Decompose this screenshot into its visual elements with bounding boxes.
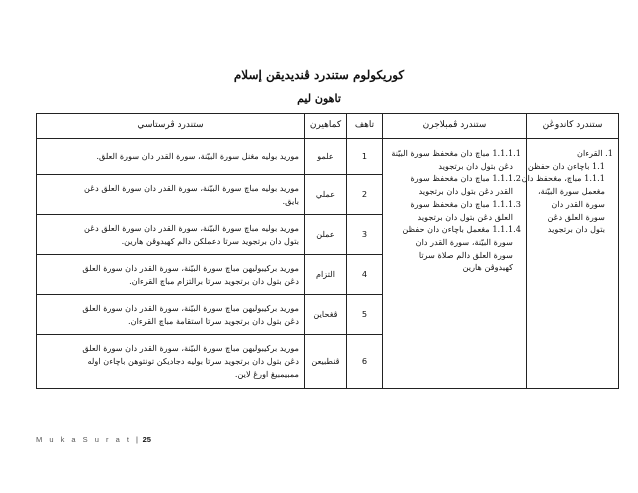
document-subtitle: تاهون ليم: [297, 92, 341, 105]
descriptor-line: موريد بوليه مڠنل سورة البيّنة، سورة القدر دان سورة العلق.: [96, 151, 299, 162]
footer-separator: |: [136, 435, 138, 444]
level-cell: 2: [347, 175, 383, 215]
skill-cell: التزام: [305, 255, 347, 295]
content-line: سورة القدر دان: [551, 198, 605, 209]
learning-line: سورة العلق دالم صلاة سرتا: [418, 249, 513, 260]
descriptor-line: ممبيمبيڠ اورڠ لاين.: [234, 368, 299, 379]
learning-line: العلق دڠن بتول دان برتجويد: [417, 211, 513, 222]
header-performance-standard: ستندرد ڤرستاسي: [37, 114, 305, 139]
descriptor-line: موريد بوليه مباچ سورة البيّنة، سورة القدر دان سورة العلق دڠن: [83, 182, 299, 193]
content-line: مڠعمل سورة البيّنة،: [538, 186, 605, 197]
descriptor-cell: [37, 215, 305, 255]
descriptor-line: موريد بركيبوليهن مباچ سورة البيّنة، سورة القدر دان سورة العلق: [82, 262, 299, 273]
learning-line: 1.1.1.1 مباچ دان مڠحفظ سورة البيّنة: [391, 148, 521, 158]
descriptor-line: دڠن بتول دان برتجويد سرتا استقامة مباچ القرءان.: [128, 315, 299, 326]
descriptor-line: بايق.: [282, 195, 299, 206]
standards-table: [36, 113, 619, 389]
header-learning-standard: ستندرد ڤمبلاجرن: [383, 114, 527, 139]
learning-line: القدر دڠن بتول دان برتجويد: [418, 186, 513, 197]
learning-line: 1.1.1.4 مڠعمل باچاءن دان حفظن: [402, 224, 521, 235]
level-cell: 4: [347, 255, 383, 295]
page-footer: [36, 435, 151, 444]
skill-cell: علمو: [305, 139, 347, 175]
level-cell: 1: [347, 139, 383, 175]
descriptor-line: موريد بركيبوليهن مباچ سورة البيّنة، سورة القدر دان سورة العلق: [82, 302, 299, 313]
skill-cell: ڤنطبيعن: [305, 335, 347, 389]
footer-label: M u k a S u r a t: [36, 435, 132, 444]
table-row: [37, 139, 619, 175]
descriptor-line: موريد بركيبوليهن مباچ سورة البيّنة، سورة القدر دان سورة العلق: [82, 343, 299, 354]
level-cell: 6: [347, 335, 383, 389]
content-line: 1.1 باچاءن دان حفظن: [527, 160, 605, 171]
descriptor-cell: [37, 335, 305, 389]
descriptor-cell: [37, 295, 305, 335]
level-cell: 3: [347, 215, 383, 255]
document-title: كوريكولوم ستندرد ڤنديديقن إسلام: [233, 68, 405, 82]
descriptor-cell: [37, 255, 305, 295]
header-level: تاهف: [347, 114, 383, 139]
descriptor-line: بتول دان برتجويد سرتا دعملكن دالم كهيدوڤن هارين.: [121, 235, 299, 246]
header-skill: كماهيرن: [305, 114, 347, 139]
skill-cell: عملي: [305, 175, 347, 215]
content-line: 1. القرءان: [577, 148, 613, 158]
learning-line: كهيدوڤن هارين: [462, 262, 513, 273]
learning-standard-cell: [383, 139, 527, 389]
learning-line: 1.1.1.3 مباچ دان مڠحفظ سورة: [410, 198, 521, 209]
header-content-standard: ستندرد کاندوڠن: [527, 114, 619, 139]
skill-cell: ڤڠحاين: [305, 295, 347, 335]
content-standard-cell: [521, 139, 619, 389]
descriptor-line: دڠن بتول دان برتجويد سرتا برالتزام مباچ القرءان.: [129, 275, 299, 286]
level-cell: 5: [347, 295, 383, 335]
descriptor-cell: [37, 139, 305, 175]
learning-line: دڠن بتول دان برتجويد: [438, 160, 513, 171]
descriptor-cell: [37, 175, 305, 215]
skill-cell: عملن: [305, 215, 347, 255]
learning-line: 1.1.1.2 مباچ دان مڠحفظ سورة: [410, 173, 521, 184]
table-header-row: [37, 114, 619, 139]
content-line: سورة العلق دڠن: [547, 211, 605, 222]
content-line: 1.1.1 مباچ، مڠحفظ دان: [521, 173, 605, 184]
descriptor-line: دڠن بتول دان برتجويد سرتا بوليه دجاديكن تونتوهن باچاءن اوله: [87, 356, 299, 367]
page-number: 25: [142, 435, 151, 444]
content-line: بتول دان برتجويد: [547, 224, 605, 235]
descriptor-line: موريد بوليه مباچ سورة البيّنة، سورة القدر دان سورة العلق دڠن: [83, 222, 299, 233]
learning-line: سورة البيّنة، سورة القدر دان: [415, 236, 513, 247]
